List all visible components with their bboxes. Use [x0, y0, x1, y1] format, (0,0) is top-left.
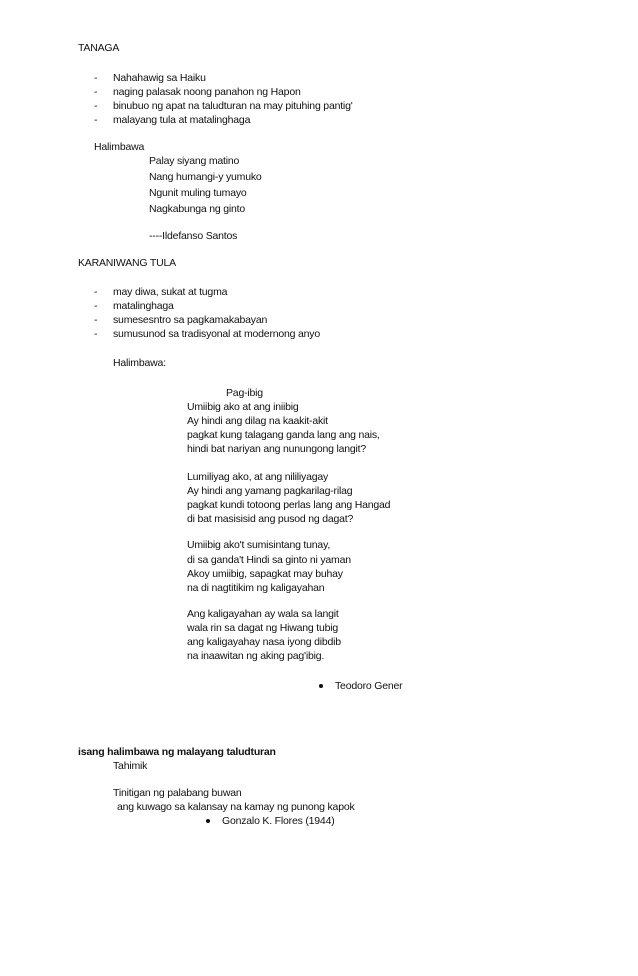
poem-title: Pag-ibig [226, 387, 263, 399]
list-dash: - [94, 314, 98, 326]
list-item: Nahahawig sa Haiku [113, 72, 206, 84]
poem-line: Nang humangi-y yumuko [149, 171, 262, 183]
poem-author: Gonzalo K. Flores (1944) [222, 815, 335, 827]
bullet-icon [319, 684, 323, 688]
poem-line: ang kaligayahay nasa iyong dibdib [187, 636, 341, 648]
poem-line: ang kuwago sa kalansay na kamay ng punong kapok [117, 801, 355, 813]
list-item: sumesesntro sa pagkamakabayan [113, 314, 268, 326]
list-dash: - [94, 300, 98, 312]
poem-author: ----Ildefanso Santos [149, 230, 238, 242]
malayang-taludturan-heading: isang halimbawa ng malayang taludturan [78, 746, 276, 758]
list-item: may diwa, sukat at tugma [113, 286, 228, 298]
poem-line: Nagkabunga ng ginto [149, 203, 246, 215]
poem-line: Ngunit muling tumayo [149, 187, 247, 199]
example-label: Halimbawa [94, 141, 145, 153]
poem-line: Palay siyang matino [149, 155, 240, 167]
list-dash: - [94, 86, 98, 98]
list-dash: - [94, 72, 98, 84]
poem-line: Ang kaligayahan ay wala sa langit [187, 608, 339, 620]
poem-line: Ay hindi ang yamang pagkarilag-rilag [187, 485, 353, 497]
poem-line: Akoy umiibig, sapagkat may buhay [187, 568, 343, 580]
list-dash: - [94, 114, 98, 126]
list-dash: - [94, 286, 98, 298]
poem-line: na inaawitan ng aking pag'ibig. [187, 650, 325, 662]
bullet-icon [206, 819, 210, 823]
poem-line: pagkat kundi totoong perlas lang ang Hangad [187, 499, 391, 511]
karaniwang-tula-heading: KARANIWANG TULA [78, 257, 176, 269]
poem-line: Tinitigan ng palabang buwan [113, 787, 242, 799]
poem-line: hindi bat nariyan ang nunungong langit? [187, 443, 367, 455]
poem-line: di sa ganda't Hindi sa ginto ni yaman [187, 554, 351, 566]
poem-line: pagkat kung talagang ganda lang ang nais, [187, 429, 380, 441]
list-dash: - [94, 328, 98, 340]
tanaga-heading: TANAGA [78, 42, 120, 54]
poem-line: na di nagtitikim ng kaligayahan [187, 582, 325, 594]
list-item: malayang tula at matalinghaga [113, 114, 251, 126]
poem-author: Teodoro Gener [335, 680, 403, 692]
list-item: matalinghaga [113, 300, 174, 312]
poem-line: wala rin sa dagat ng Hiwang tubig [187, 622, 338, 634]
poem-line: Ay hindi ang dilag na kaakit-akit [187, 415, 328, 427]
list-dash: - [94, 100, 98, 112]
list-item: sumusunod sa tradisyonal at modernong anyo [113, 328, 320, 340]
list-item: naging palasak noong panahon ng Hapon [113, 86, 301, 98]
poem-line: Umiibig ako't sumisintang tunay, [187, 539, 331, 551]
example-label: Halimbawa: [113, 357, 166, 369]
poem-line: di bat masisisid ang pusod ng dagat? [187, 513, 354, 525]
list-item: binubuo ng apat na taludturan na may pituhing pantig' [113, 100, 353, 112]
poem-line: Umiibig ako at ang iniibig [187, 401, 299, 413]
poem-line: Lumiliyag ako, at ang nililiyagay [187, 471, 329, 483]
poem-title: Tahimik [113, 760, 148, 772]
